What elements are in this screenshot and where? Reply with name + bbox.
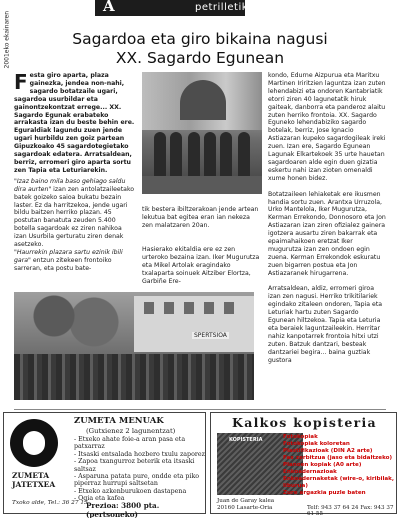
menu-item: - Ogia eta kafea bbox=[74, 495, 125, 503]
headline-line-1: Sagardoa eta giro bikaina nagusi bbox=[72, 30, 328, 48]
article-column-1 bbox=[14, 72, 136, 288]
drop-cap: F bbox=[14, 70, 28, 94]
service-item: Planoen kopiak (A0 arte) bbox=[283, 462, 362, 468]
service-item: Plastifikazioak (DIN A2 arte) bbox=[283, 448, 373, 454]
zumeta-logo-icon bbox=[10, 419, 58, 467]
service-item: Fax zerbitzua (jaso eta bidaltzeko) bbox=[283, 455, 393, 461]
menu-item: - Etxeko azkenburukoen dastapena bbox=[74, 487, 187, 495]
photo-crowd bbox=[14, 292, 254, 400]
menu-item: - Asparuna patata pure, ondde eta piko piperraz hurrupi saltsetan bbox=[74, 473, 200, 488]
paragraph-2: izan zen antolatzaileetako batek goizeko saioa bukatu bezain laster. Ez da harritzekoa, jende ugari bildu baitzen herriko plazan. 45 postutan banatuta zeuden 5.400 botella sagardoak ez ziren nahikoa izan Usurbila gerturatu ziren denak asetzeko. bbox=[14, 185, 135, 249]
side-issue-text: 2001eko ekainaren bbox=[3, 10, 11, 69]
ad-zumeta-brand: ZUMETA JATETXEA bbox=[12, 471, 56, 489]
service-item: Fotokopiak koloretan bbox=[283, 441, 350, 447]
ad-zumeta-price: Prezioa: 3800 pta. (pertsoneko) bbox=[86, 501, 160, 518]
menu-item: - Etxeko ahate foie-a aran pasa eta patxarraz bbox=[74, 436, 186, 451]
menu-item: - Zapoa txangurroz beterik eta itsaski saltsaz bbox=[74, 458, 195, 473]
article-column-2: Hasierako ekitaldia ere ez zen urteroko bezaina izan. Iker Mugurutza eta Mikel Artolak eragindako txalaparta soinuek Aitziber Elortza, Garbiñe Ere- bbox=[142, 246, 260, 285]
photo-dancers bbox=[142, 72, 262, 194]
service-item: Fotokopiak bbox=[283, 434, 318, 440]
service-item: Zure argazkia puzle baten bbox=[283, 490, 366, 496]
menu-item: - Itsaski entsalada hozbero txulu zaporez bbox=[74, 450, 205, 458]
article-headline bbox=[14, 30, 386, 68]
lead-paragraph: esta giro aparta, plaza gainezka, jendea non-nahi, sagardo botatzaile ugari, sagardoa usurbildar eta gainontzekontzat errege... XX. Sagardo Egunak erabateko arrakasta izan du beste behin ere. Eguraldiak lagundu zuen jende ugari hurbildu zen goiz partean Gipuzkoako 45 sagardotegietako sagardoak edatera. Arratsaldean, berriz, erromeri giro aparta sortu zen Tapia eta Leturiarekin. bbox=[14, 72, 135, 174]
divider bbox=[14, 409, 386, 410]
ad-zumeta bbox=[3, 412, 206, 518]
ad-kalkos bbox=[210, 412, 397, 517]
ad-kalkos-title: Kalkos kopisteria bbox=[232, 415, 377, 430]
quote-2: "Haurrekin plazara sartu ezinik ibili gara" bbox=[14, 248, 123, 264]
paragraph-3: entzun zitekeen frontoiko sarreran, eta postu bate- bbox=[14, 256, 112, 272]
service-item: Enkoadernazioak bbox=[283, 469, 337, 475]
ad-kalkos-phone: Telf: 943 37 64 24 Fax: 943 37 61 55 bbox=[307, 505, 394, 517]
quote-1: "Izaz baino mila baso gehiago saldu dira aurten" bbox=[14, 177, 126, 193]
headline-line-2: XX. Sagardo Egunean bbox=[115, 49, 285, 67]
masthead-initial: A bbox=[103, 0, 115, 15]
ad-kalkos-services bbox=[283, 434, 396, 497]
ad-kalkos-address: Juan de Garay kalea 20160 Lasarte-Oria bbox=[217, 498, 275, 511]
masthead bbox=[95, 0, 249, 16]
photo-sign: SPERTSIOA bbox=[194, 332, 227, 339]
ad-zumeta-menu bbox=[74, 436, 205, 503]
service-item: Enkoadernaketak (wire-o, kiribilak, liburua) bbox=[283, 476, 394, 489]
ad-zumeta-title: ZUMETA MENUAK bbox=[74, 416, 164, 426]
ad-zumeta-subtitle: (Gutxienez 2 lagunentzat) bbox=[86, 427, 176, 435]
article-column-3: kondo, Edurne Aizpurua eta Maritxu Martinen Iriritzien laguntza izan zuten lehendabizi eta ondoren Kantabriatik etorri ziren 40 lagunetatik hiruk gaiteak, danborra eta panderoz alaitu zuten herriko frontoia. XX. Sagardo Eguneko lehendabiziko sagardo botelak, berriz, Jose Ignacio Astiazaran kupeko sagardogileak ireki zuen. Izan ere, Sagardo Egunean Lagunak Elkartekoek 35 urte hauetan sagardoaren alde egin duen gizatia eskertu nahi izan zioten omenaldi xume honen bidez. Botatzaileen lehiaketak ere ikusmen handia sortu zuen. Arantxa Urruzola, Urko Mantelola, Iker Mugurutza, Kerman Errekondo, Donnosoro eta Jon Astiazaran izan ziren ofizialez gainera igotzera ausartu ziren bakarrak eta epaimahaikoen eretzat Iker mugurutza izan zen ondoen egin zuena. Kerman Errekondok eskuratu zuen bigarren postua eta Jon Astiazaranek hirugarrena. Arratsaldean, aldiz, erromeri giroa izan zen nagusi. Herriko trikitilariek egindako zitaleen ondoren, Tapia eta Leturiak hartu zuten Sagardo Egunean hiltzekoa. Tapia eta Leturia eta beraiek laguntzaileekin. Herritar nahiz kanpotarrek frontoia hitxi utzi zuten. Batzuk dantzari, besteak dantzariei begira... baina guztiak gustora bbox=[268, 72, 386, 364]
photo-caption: tik bestera ibiltzerakoan jende artean lekutua bat egitea eran ian nekeza zen malatzaren 20an. bbox=[142, 206, 259, 229]
ad-zumeta-address: Txoko alde, Tel.: 36 27 13 bbox=[12, 500, 88, 506]
shop-sign: KOPISTERIA bbox=[229, 437, 263, 443]
masthead-name: petrilletik bbox=[195, 2, 249, 13]
